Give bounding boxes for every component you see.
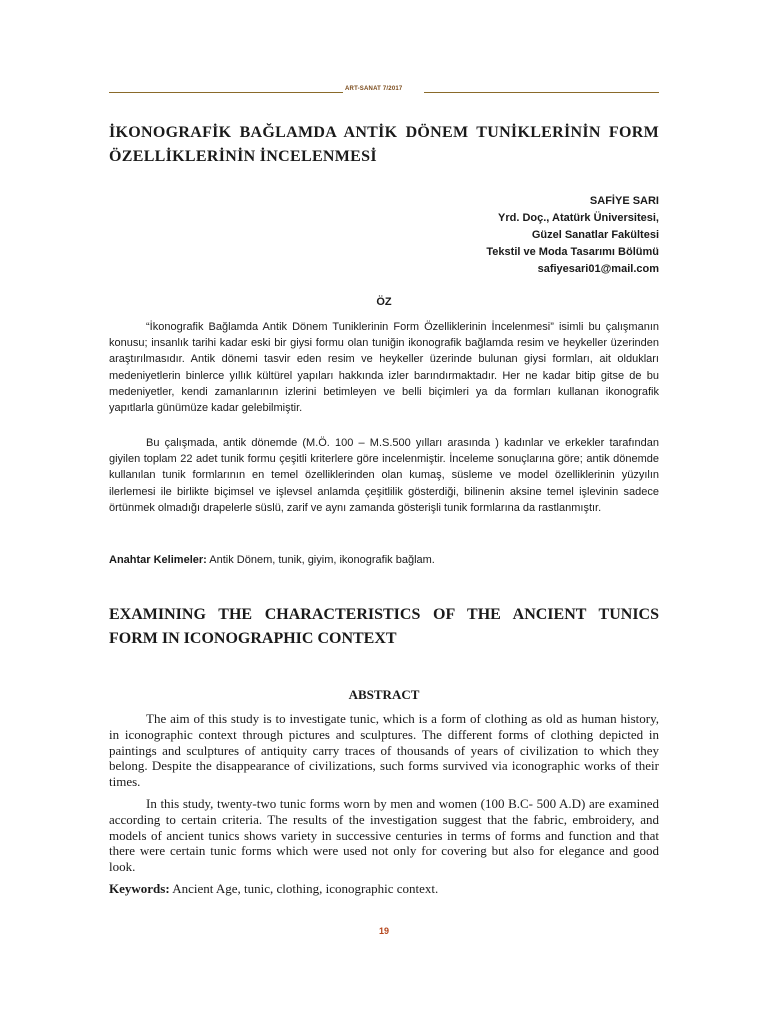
english-title: EXAMINING THE CHARACTERISTICS OF THE ANCIENT TUNICS FORM IN ICONOGRAPHIC CONTEXT [109, 606, 659, 647]
author-faculty: Güzel Sanatlar Fakültesi [531, 229, 659, 241]
english-keywords-label: Keywords: [109, 881, 170, 896]
author-department: Tekstil ve Moda Tasarımı Bölümü [486, 246, 659, 258]
journal-name: ART-SANAT 7/2017 [345, 86, 403, 92]
abstract-paragraph-2: In this study, twenty-two tunic forms worn by men and women (100 B.C- 500 A.D) are examined according to certain criteria. The results of the investigation suggest that the fabric, embroidery, and models of ancient tunics shows variety in successive centuries in terms of forms and function and that there were certain tunic forms which were used not only for covering but also for elegance and good look. [109, 796, 659, 875]
turkish-title: İKONOGRAFİK BAĞLAMDA ANTİK DÖNEM TUNİKLERİNİN FORM ÖZELLİKLERİNİN İNCELENMESİ [109, 124, 659, 165]
author-name: SAFİYE SARI [589, 195, 659, 207]
author-email: safiyesari01@mail.com [537, 263, 659, 275]
author-title: Yrd. Doç., Atatürk Üniversitesi, [498, 212, 659, 224]
oz-paragraph-2: Bu çalışmada, antik dönemde (M.Ö. 100 – M.S.500 yılları arasında ) kadınlar ve erkekler tarafından giyilen toplam 22 adet tunik formu çeşitli kriterlere göre incelenmiştir. İnceleme sonuçlarına göre; antik dönemde kullanılan tunik formlarının en temel özelliklerinden olan kumaş, süsleme ve model özelliklerinin yüzyılın ilerlemesi ile birlikte biçimsel ve işlevsel anlamda çeşitlilik gösterdiği, bilinenin aksine temel işlevinin sadece örtünmek olmadığı drapelerle süslü, zarif ve aynı zamanda gösterişli tunik formlarına da rastlanmıştır. [109, 437, 659, 514]
abstract-heading: ABSTRACT [348, 687, 420, 702]
page-number: 19 [378, 926, 389, 936]
header-rule-right [424, 92, 659, 93]
header-rule-left [109, 92, 343, 93]
turkish-keywords-label: Anahtar Kelimeler: [109, 554, 207, 566]
abstract-paragraph-1: The aim of this study is to investigate tunic, which is a form of clothing as old as human history, in iconographic context through pictures and sculptures. The different forms of clothing depicted in paintings and sculptures of antiquity carry traces of thousands of years of civilization to which they belong. Despite the disappearance of civilizations, such forms survived via iconographic works of their times. [109, 711, 659, 790]
running-header [109, 85, 659, 97]
english-keywords-text: Ancient Age, tunic, clothing, iconographic context. [169, 881, 439, 896]
turkish-keywords-text: Antik Dönem, tunik, giyim, ikonografik bağlam. [206, 554, 435, 566]
oz-paragraph-1: “İkonografik Bağlamda Antik Dönem Tuniklerinin Form Özelliklerinin İncelenmesi” isimli bu çalışmanın konusu; insanlık tarihi kadar eski bir giysi formu olan tuniğin ikonografik bağlamda resim ve heykeller üzerinden araştırılmasıdır. Antik dönemi tasvir eden resim ve heykeller üzerinde bulunan giysi formları, ait oldukları medeniyetlerin binlerce yıllık kültürel yapıları hakkında izler barındırmaktadır. Her ne kadar bitip gitse de bu medeniyetler, kendi zamanlarının izlerini betimleyen ve belli biçimleri ya da formları kullanan ikonografik yapıtlarla günümüze kadar gelebilmiştir. [109, 321, 659, 415]
author-block [486, 193, 659, 278]
turkish-keywords [109, 554, 435, 566]
oz-heading: ÖZ [376, 296, 392, 308]
english-keywords [109, 881, 438, 897]
